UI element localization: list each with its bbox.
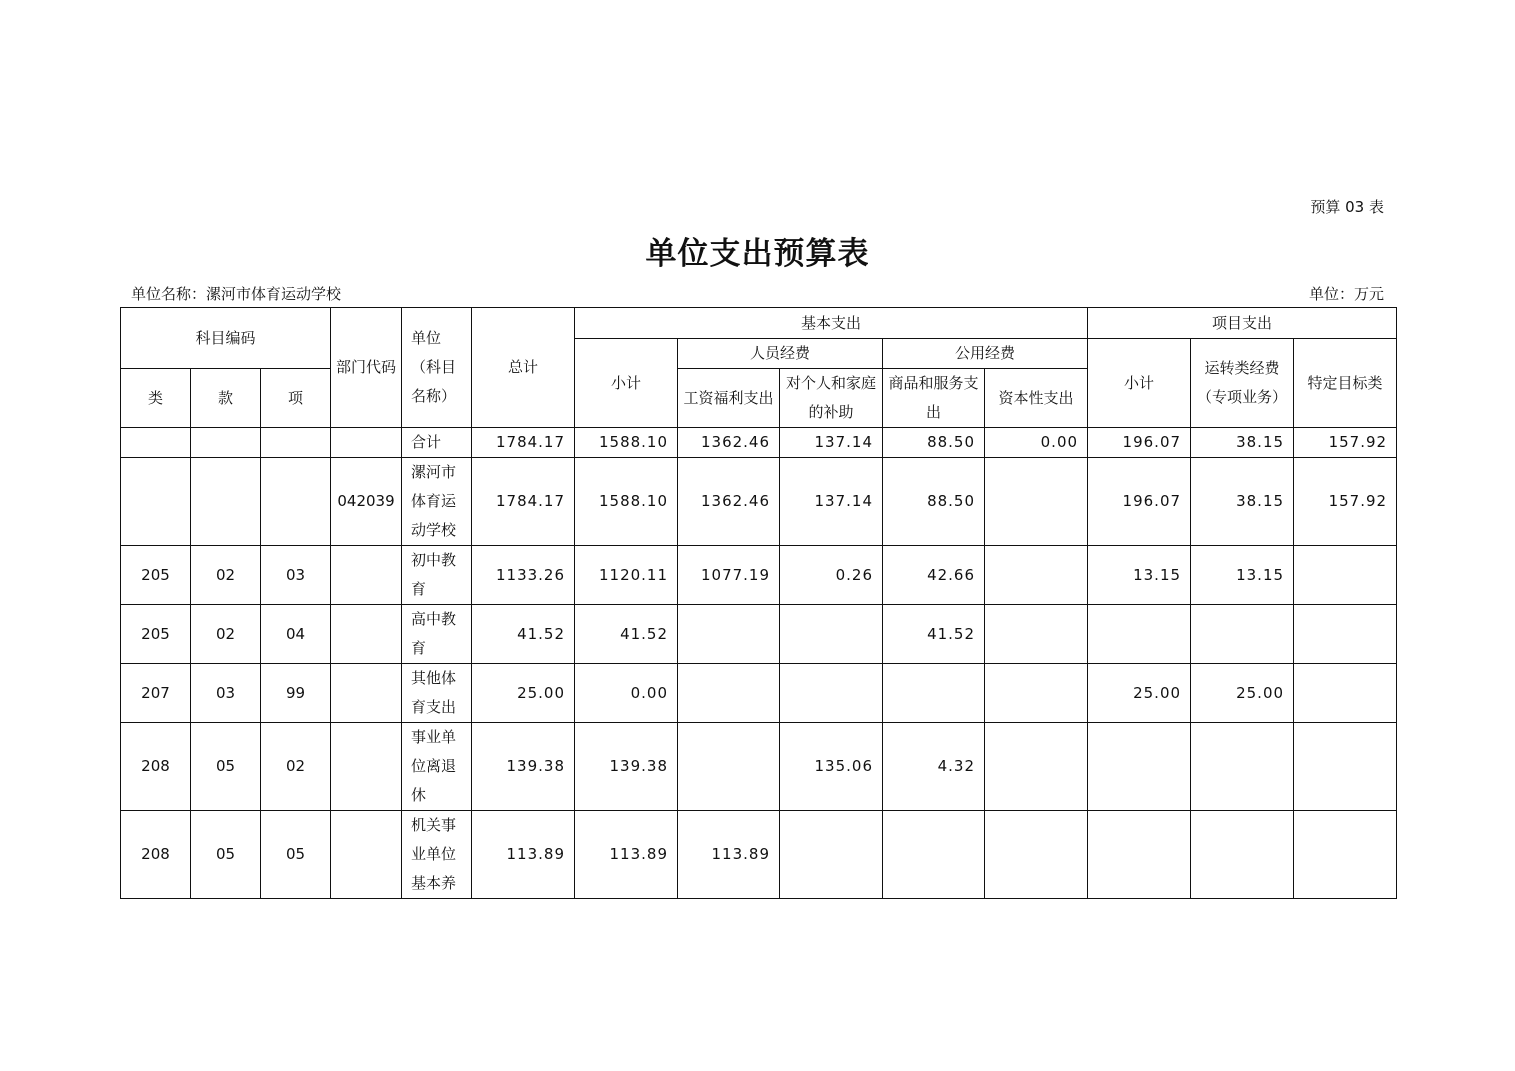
header-project-expense: 项目支出 (1088, 308, 1397, 339)
cell-operation: 38.15 (1191, 458, 1294, 546)
cell-project-subtotal (1088, 605, 1191, 664)
table-row (121, 811, 1397, 899)
cell-name: 初中教育 (402, 546, 472, 605)
cell-kuan (191, 428, 261, 458)
cell-operation: 25.00 (1191, 664, 1294, 723)
header-item: 项 (261, 369, 331, 428)
table-row (121, 605, 1397, 664)
header-unit-subject: 单位（科目名称） (402, 308, 472, 428)
cell-class: 205 (121, 546, 191, 605)
cell-project-subtotal: 13.15 (1088, 546, 1191, 605)
cell-specific (1294, 605, 1397, 664)
cell-project-subtotal: 196.07 (1088, 428, 1191, 458)
header-specific: 特定目标类 (1294, 339, 1397, 428)
cell-goods: 88.50 (883, 458, 985, 546)
cell-total: 1784.17 (472, 428, 575, 458)
cell-wages: 1362.46 (678, 428, 780, 458)
cell-kuan: 03 (191, 664, 261, 723)
cell-item: 05 (261, 811, 331, 899)
cell-kuan: 05 (191, 723, 261, 811)
cell-item: 03 (261, 546, 331, 605)
cell-total: 41.52 (472, 605, 575, 664)
cell-specific: 157.92 (1294, 458, 1397, 546)
cell-class (121, 428, 191, 458)
cell-basic-subtotal: 1588.10 (575, 428, 678, 458)
cell-capital (985, 605, 1088, 664)
header-total: 总计 (472, 308, 575, 428)
cell-wages (678, 664, 780, 723)
header-personnel: 人员经费 (678, 339, 883, 369)
cell-name: 事业单位离退休 (402, 723, 472, 811)
cell-dept (331, 664, 402, 723)
cell-basic-subtotal: 41.52 (575, 605, 678, 664)
page-title: 单位支出预算表 (645, 236, 870, 272)
cell-item (261, 428, 331, 458)
table-row (121, 458, 1397, 546)
cell-subsidy: 0.26 (780, 546, 883, 605)
cell-name: 合计 (402, 428, 472, 458)
header-goods-services: 商品和服务支出 (883, 369, 985, 428)
cell-basic-subtotal: 0.00 (575, 664, 678, 723)
table-row (121, 664, 1397, 723)
cell-operation (1191, 605, 1294, 664)
header-subject-code: 科目编码 (121, 308, 331, 369)
cell-goods (883, 811, 985, 899)
cell-subsidy (780, 664, 883, 723)
table-row (121, 428, 1397, 458)
header-dept-code: 部门代码 (331, 308, 402, 428)
cell-item (261, 458, 331, 546)
cell-basic-subtotal: 1588.10 (575, 458, 678, 546)
cell-subsidy (780, 811, 883, 899)
cell-class: 208 (121, 811, 191, 899)
cell-wages: 113.89 (678, 811, 780, 899)
cell-name: 高中教育 (402, 605, 472, 664)
cell-wages: 1077.19 (678, 546, 780, 605)
header-individual-subsidy: 对个人和家庭的补助 (780, 369, 883, 428)
cell-capital (985, 546, 1088, 605)
cell-subsidy (780, 605, 883, 664)
table-row (121, 723, 1397, 811)
cell-kuan: 02 (191, 546, 261, 605)
cell-project-subtotal: 196.07 (1088, 458, 1191, 546)
header-operation: 运转类经费（专项业务） (1191, 339, 1294, 428)
header-capital: 资本性支出 (985, 369, 1088, 428)
cell-name: 机关事业单位基本养 (402, 811, 472, 899)
cell-dept (331, 605, 402, 664)
cell-wages (678, 605, 780, 664)
form-number: 预算 03 表 (1310, 198, 1384, 216)
header-basic-subtotal: 小计 (575, 339, 678, 428)
cell-kuan: 05 (191, 811, 261, 899)
cell-basic-subtotal: 1120.11 (575, 546, 678, 605)
cell-kuan: 02 (191, 605, 261, 664)
cell-total: 139.38 (472, 723, 575, 811)
cell-operation: 13.15 (1191, 546, 1294, 605)
cell-capital (985, 811, 1088, 899)
cell-goods (883, 664, 985, 723)
cell-dept (331, 428, 402, 458)
cell-operation (1191, 723, 1294, 811)
cell-goods: 42.66 (883, 546, 985, 605)
cell-operation: 38.15 (1191, 428, 1294, 458)
table-row (121, 546, 1397, 605)
cell-basic-subtotal: 139.38 (575, 723, 678, 811)
cell-project-subtotal (1088, 811, 1191, 899)
cell-total: 25.00 (472, 664, 575, 723)
cell-specific (1294, 811, 1397, 899)
cell-subsidy: 135.06 (780, 723, 883, 811)
header-kuan: 款 (191, 369, 261, 428)
cell-total: 1133.26 (472, 546, 575, 605)
currency-unit: 单位：万元 (1308, 285, 1384, 303)
cell-specific (1294, 664, 1397, 723)
cell-specific: 157.92 (1294, 428, 1397, 458)
cell-project-subtotal: 25.00 (1088, 664, 1191, 723)
cell-wages: 1362.46 (678, 458, 780, 546)
cell-specific (1294, 723, 1397, 811)
cell-dept: 042039 (331, 458, 402, 546)
cell-name: 漯河市体育运动学校 (402, 458, 472, 546)
header-public: 公用经费 (883, 339, 1088, 369)
cell-item: 02 (261, 723, 331, 811)
cell-subsidy: 137.14 (780, 428, 883, 458)
cell-specific (1294, 546, 1397, 605)
cell-project-subtotal (1088, 723, 1191, 811)
cell-class (121, 458, 191, 546)
cell-kuan (191, 458, 261, 546)
cell-capital (985, 458, 1088, 546)
cell-wages (678, 723, 780, 811)
cell-goods: 4.32 (883, 723, 985, 811)
cell-subsidy: 137.14 (780, 458, 883, 546)
header-project-subtotal: 小计 (1088, 339, 1191, 428)
header-wages: 工资福利支出 (678, 369, 780, 428)
cell-dept (331, 723, 402, 811)
unit-name: 单位名称：漯河市体育运动学校 (131, 285, 342, 303)
cell-class: 208 (121, 723, 191, 811)
cell-total: 1784.17 (472, 458, 575, 546)
cell-goods: 88.50 (883, 428, 985, 458)
cell-class: 207 (121, 664, 191, 723)
cell-capital (985, 723, 1088, 811)
cell-total: 113.89 (472, 811, 575, 899)
cell-class: 205 (121, 605, 191, 664)
cell-operation (1191, 811, 1294, 899)
cell-capital (985, 664, 1088, 723)
cell-item: 04 (261, 605, 331, 664)
cell-dept (331, 546, 402, 605)
cell-goods: 41.52 (883, 605, 985, 664)
cell-item: 99 (261, 664, 331, 723)
budget-table (120, 307, 1397, 899)
cell-name: 其他体育支出 (402, 664, 472, 723)
cell-capital: 0.00 (985, 428, 1088, 458)
header-basic-expense: 基本支出 (575, 308, 1088, 339)
header-class: 类 (121, 369, 191, 428)
cell-dept (331, 811, 402, 899)
cell-basic-subtotal: 113.89 (575, 811, 678, 899)
